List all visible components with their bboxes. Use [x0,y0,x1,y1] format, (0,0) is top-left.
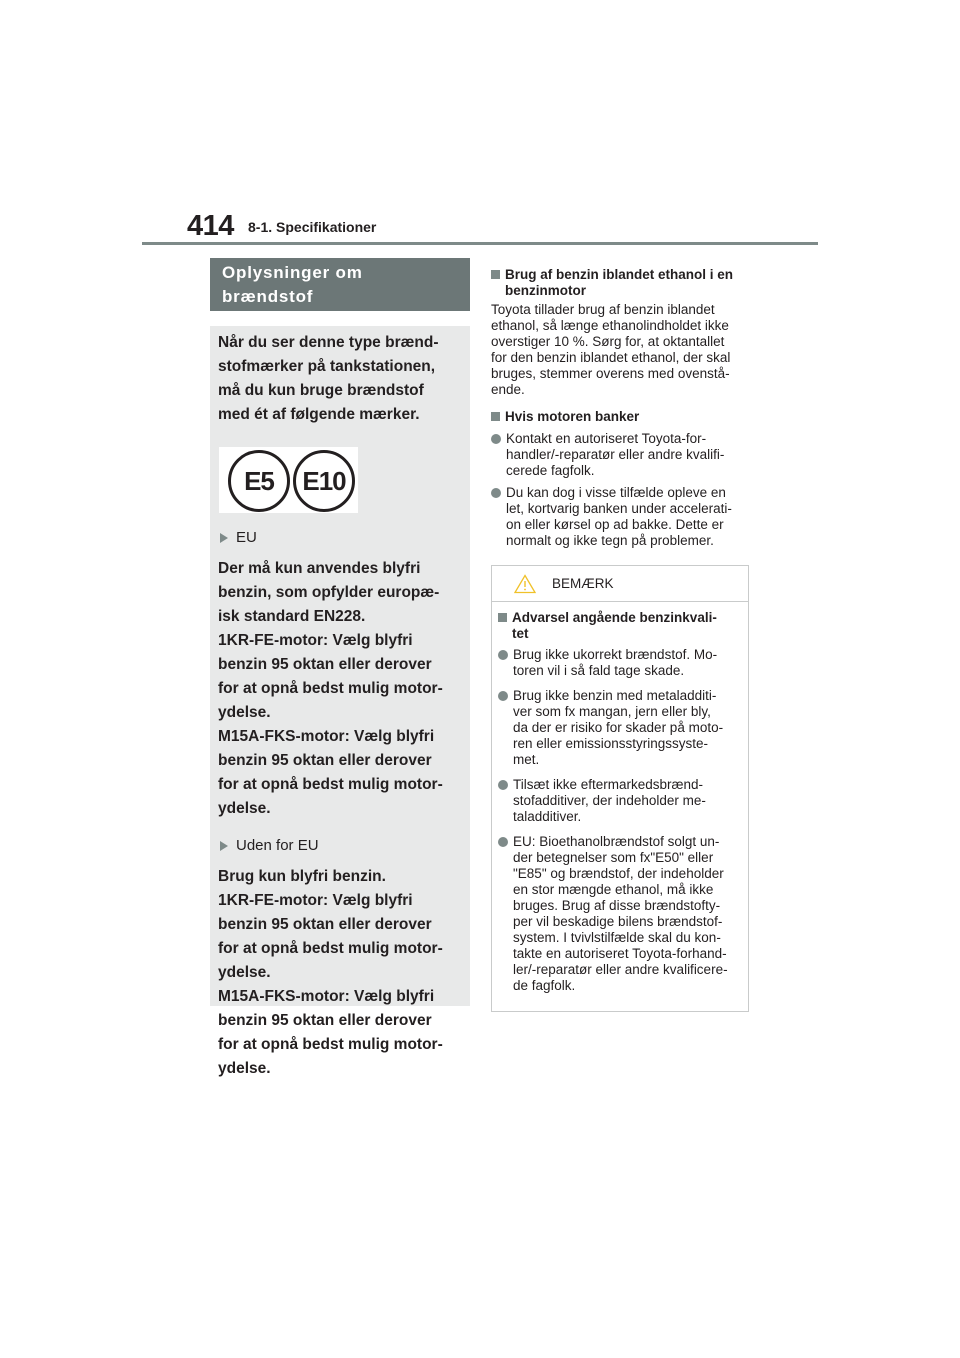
list-item: Du kan dog i visse tilfælde opleve en let, kortvarig banken under accelerati- on eller kørsel op ad bakke. Dette er normalt og ikke tegn på problemer. [491,485,751,549]
details-column [491,267,751,1012]
round-bullet-icon [498,837,508,847]
fuel-info-column [210,258,470,1077]
non-eu-subheading: Uden for EU [218,835,462,857]
triangle-bullet-icon [220,533,228,543]
notice-body [492,602,748,1011]
round-bullet-icon [498,691,508,701]
list-item: Brug ikke benzin med metaladditi- ver som fx mangan, jern eller bly, da der er risiko for skader på moto- ren eller emissionsstyringssyste- met. [498,688,742,768]
page-number: 414 [187,210,234,242]
fuel-mark-e5: E5 [228,450,290,512]
ethanol-heading: Brug af benzin iblandet ethanol i en benzinmotor [491,267,751,299]
triangle-bullet-icon [220,841,228,851]
fuel-mark-e10: E10 [293,450,355,512]
square-bullet-icon [491,270,500,279]
fuel-marks-figure [219,447,358,513]
warning-triangle-icon [514,574,536,594]
fuel-info-box [210,326,470,1077]
notice-box [491,565,749,1012]
round-bullet-icon [491,434,501,444]
header-divider [142,242,818,245]
non-eu-paragraph: Brug kun blyfri benzin. 1KR-FE-motor: Vælg blyfri benzin 95 oktan eller derover for at opnå bedst mulig motor- ydelse. M15A-FKS-motor: Vælg blyfri benzin 95 oktan eller derover for at opnå bedst mulig motor- ydelse. [218,868,443,1077]
list-item: Brug ikke ukorrekt brændstof. Mo- toren vil i så fald tage skade. [498,647,742,679]
square-bullet-icon [491,412,500,421]
round-bullet-icon [498,780,508,790]
list-item: Kontakt en autoriseret Toyota-for- handler/-reparatør eller andre kvalifi- cerede fagfolk. [491,431,751,479]
round-bullet-icon [491,488,501,498]
round-bullet-icon [498,650,508,660]
list-item: EU: Bioethanolbrændstof solgt un- der betegnelser som fx"E50" eller "E85" og brændstof, der indeholder en stor mængde ethanol, må ikke bruges. Brug af disse brændstofty- per vil beskadige bilens brændstof- system. I tvivlstilfælde skal du kon- takte en autoriseret Toyota-forhand- ler/-reparatør eller andre kvalificere- de fagfolk. [498,834,742,994]
knock-heading: Hvis motoren banker [491,409,751,425]
notice-heading: Advarsel angående benzinkvali- tet [498,610,742,642]
square-bullet-icon [498,613,507,622]
fuel-info-title [210,258,470,311]
eu-subheading: EU [218,527,462,549]
page-header [0,0,960,250]
fuel-info-title-line: brændstof [222,287,314,306]
section-title: 8-1. Specifikationer [248,219,377,235]
ethanol-paragraph: Toyota tillader brug af benzin iblandet ethanol, så længe ethanolindholdet ikke overstiger 10 %. Sørg for, at oktantallet for den benzin iblandet ethanol, der skal bruges, stemmer overens med ovenstå- ende. [491,302,731,397]
notice-label: BEMÆRK [552,575,614,591]
eu-paragraph: Der må kun anvendes blyfri benzin, som opfylder europæ- isk standard EN228. 1KR-FE-motor: Vælg blyfri benzin 95 oktan eller derover for at opnå bedst mulig motor- ydelse. M15A-FKS-motor: Vælg blyfri benzin 95 oktan eller derover for at opnå bedst mulig motor- ydelse. [218,560,443,817]
list-item: Tilsæt ikke eftermarkedsbrænd- stofadditiver, der indeholder me- taladditiver. [498,777,742,825]
intro-paragraph: Når du ser denne type brænd- stofmærker på tankstationen, må du kun bruge brændstof med ét af følgende mærker. [218,334,439,423]
fuel-info-title-line: Oplysninger om [222,263,363,282]
notice-header [492,566,748,602]
